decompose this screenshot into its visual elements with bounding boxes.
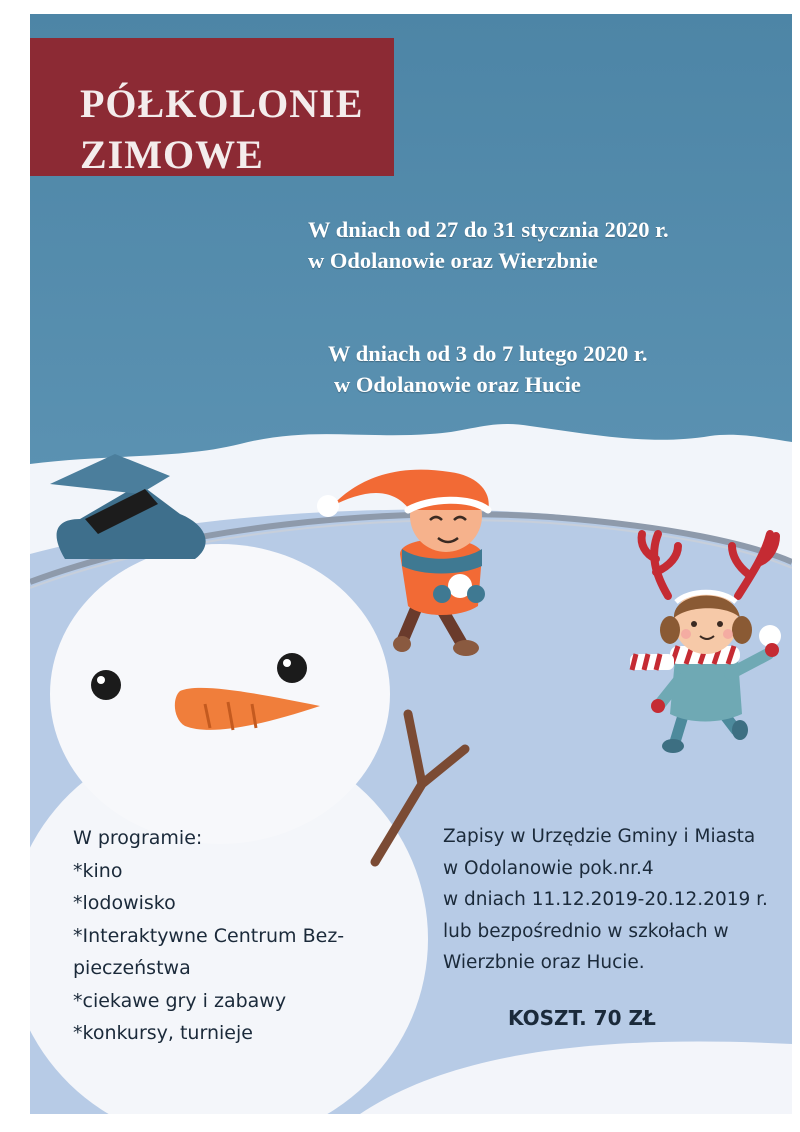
program-item: *ciekawe gry i zabawy [73, 989, 287, 1012]
program-item: *Interaktywne Centrum Bez- [73, 924, 345, 947]
signup-line: w Odolanowie pok.nr.4 [443, 857, 654, 879]
signup-line: lub bezpośrednio w szkołach w [443, 920, 729, 942]
signup-line: Zapisy w Urzędzie Gminy i Miasta [443, 826, 756, 847]
session-2-info [328, 338, 647, 400]
program-heading: W programie: [73, 827, 203, 849]
session-1-dates: W dniach od 27 do 31 stycznia 2020 r. [308, 217, 669, 242]
poster [30, 14, 792, 1114]
snowman-left-eye [91, 670, 121, 700]
program-item: *lodowisko [73, 892, 176, 914]
signup-line: Wierzbnie oraz Hucie. [443, 952, 645, 973]
title-banner [30, 38, 394, 176]
program-item: *kino [73, 859, 123, 882]
cost-label: KOSZT. 70 ZŁ [508, 1006, 656, 1030]
session-2-dates: W dniach od 3 do 7 lutego 2020 r. [328, 341, 648, 366]
title-line-1: PÓŁKOLONIE [80, 81, 364, 126]
poster-title [80, 78, 363, 180]
program-list [73, 822, 344, 1050]
snowman-right-eye [277, 653, 307, 683]
session-1-location: w Odolanowie oraz Wierzbnie [308, 248, 598, 273]
program-item: pieczeństwa [73, 957, 191, 979]
program-item: *konkursy, turnieje [73, 1022, 253, 1044]
title-line-2: ZIMOWE [80, 132, 264, 177]
signup-info [443, 821, 768, 979]
session-1-info [308, 214, 669, 276]
signup-line: w dniach 11.12.2019-20.12.2019 r. [443, 889, 768, 910]
session-2-location: w Odolanowie oraz Hucie [334, 372, 581, 397]
